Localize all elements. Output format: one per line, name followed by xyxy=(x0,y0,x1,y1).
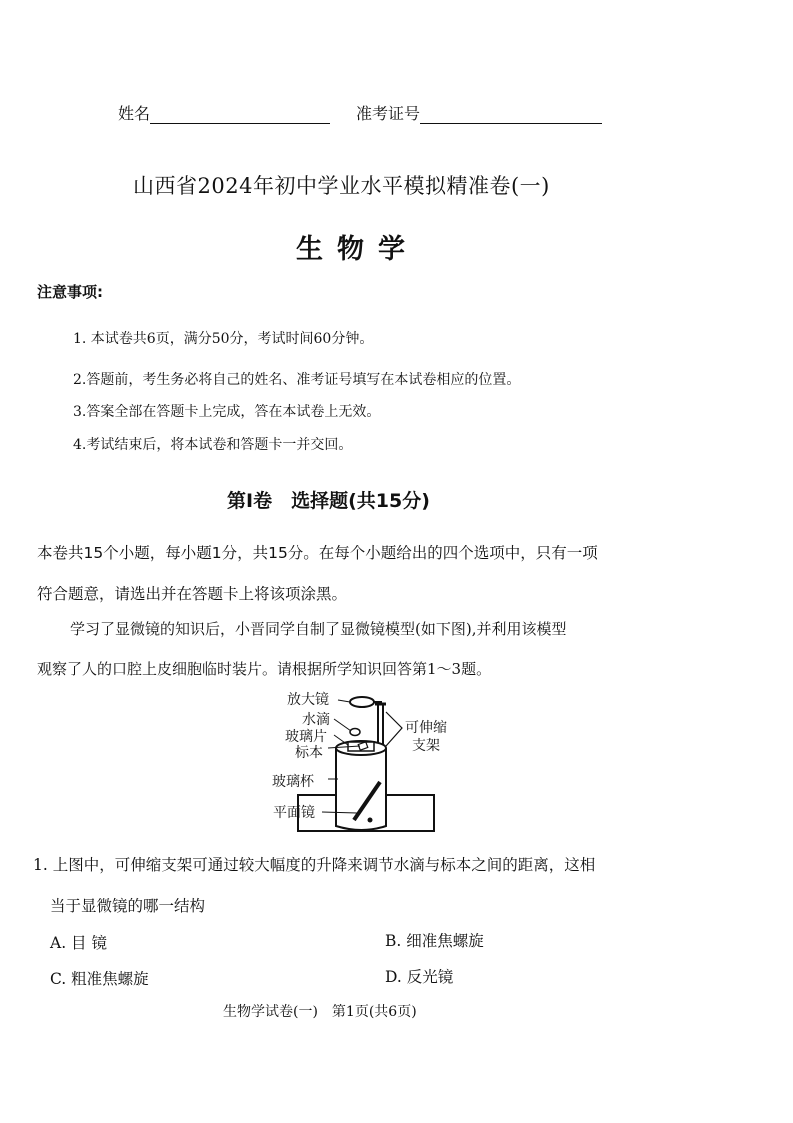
label-glass-cup: 玻璃杯 xyxy=(272,774,314,790)
intro-line2: 观察了人的口腔上皮细胞临时装片。请根据所学知识回答第1～3题。 xyxy=(37,660,492,678)
ticket-label-row xyxy=(356,101,602,124)
mirror-pivot xyxy=(368,818,373,823)
name-label-row xyxy=(118,101,330,124)
ticket-blank[interactable] xyxy=(420,105,602,124)
name-blank[interactable] xyxy=(150,105,330,124)
notice-item-1: 1. 本试卷共6页，满分50分，考试时间60分钟。 xyxy=(73,331,374,347)
label-bracket-2: 支架 xyxy=(412,738,440,754)
name-label: 姓名 xyxy=(118,104,151,123)
bracket-arrow xyxy=(386,712,402,746)
label-water-drop: 水滴 xyxy=(302,712,330,728)
glass-cup-shape xyxy=(336,748,386,830)
label-specimen: 标本 xyxy=(295,745,323,761)
notice-item-2: 2.答题前，考生务必将自己的姓名、准考证号填写在本试卷相应的位置。 xyxy=(73,372,521,388)
intro-line1: 学习了显微镜的知识后，小晋同学自制了显微镜模型(如下图),并利用该模型 xyxy=(70,620,567,638)
question-1-stem-line1: 1. 上图中，可伸缩支架可通过较大幅度的升降来调节水滴与标本之间的距离，这相 xyxy=(33,856,596,874)
question-1-option-d[interactable]: D. 反光镜 xyxy=(385,968,454,986)
label-glass-slide: 玻璃片 xyxy=(285,729,327,745)
label-magnifier: 放大镜 xyxy=(287,692,329,708)
label-bracket-1: 可伸缩 xyxy=(405,720,447,736)
water-drop-shape xyxy=(350,729,360,736)
leader-water xyxy=(334,719,351,731)
microscope-model-figure xyxy=(262,684,454,840)
notice-heading: 注意事项: xyxy=(37,283,103,301)
exam-title: 山西省2024年初中学业水平模拟精准卷(一) xyxy=(133,174,550,198)
question-1-option-c[interactable]: C. 粗准焦螺旋 xyxy=(50,970,149,988)
page-footer: 生物学试卷(一) 第1页(共6页) xyxy=(223,1004,417,1020)
section-title: 第Ⅰ卷 选择题(共15分) xyxy=(227,490,430,512)
section-instructions-line1: 本卷共15个小题，每小题1分，共15分。在每个小题给出的四个选项中，只有一项 xyxy=(37,544,598,562)
question-1-stem-line2: 当于显微镜的哪一结构 xyxy=(50,897,206,915)
magnifier-shape xyxy=(350,697,374,707)
notice-item-3: 3.答案全部在答题卡上完成，答在本试卷上无效。 xyxy=(73,404,381,420)
label-mirror: 平面镜 xyxy=(273,805,315,821)
section-instructions-line2: 符合题意，请选出并在答题卡上将该项涂黑。 xyxy=(37,585,348,603)
leader-magnifier xyxy=(338,700,350,702)
notice-item-4: 4.考试结束后，将本试卷和答题卡一并交回。 xyxy=(73,437,353,453)
ticket-label: 准考证号 xyxy=(356,104,421,123)
question-1-option-b[interactable]: B. 细准焦螺旋 xyxy=(385,932,484,950)
question-1-option-a[interactable]: A. 目 镜 xyxy=(50,934,107,952)
subject-title: 生物学 xyxy=(296,234,419,265)
